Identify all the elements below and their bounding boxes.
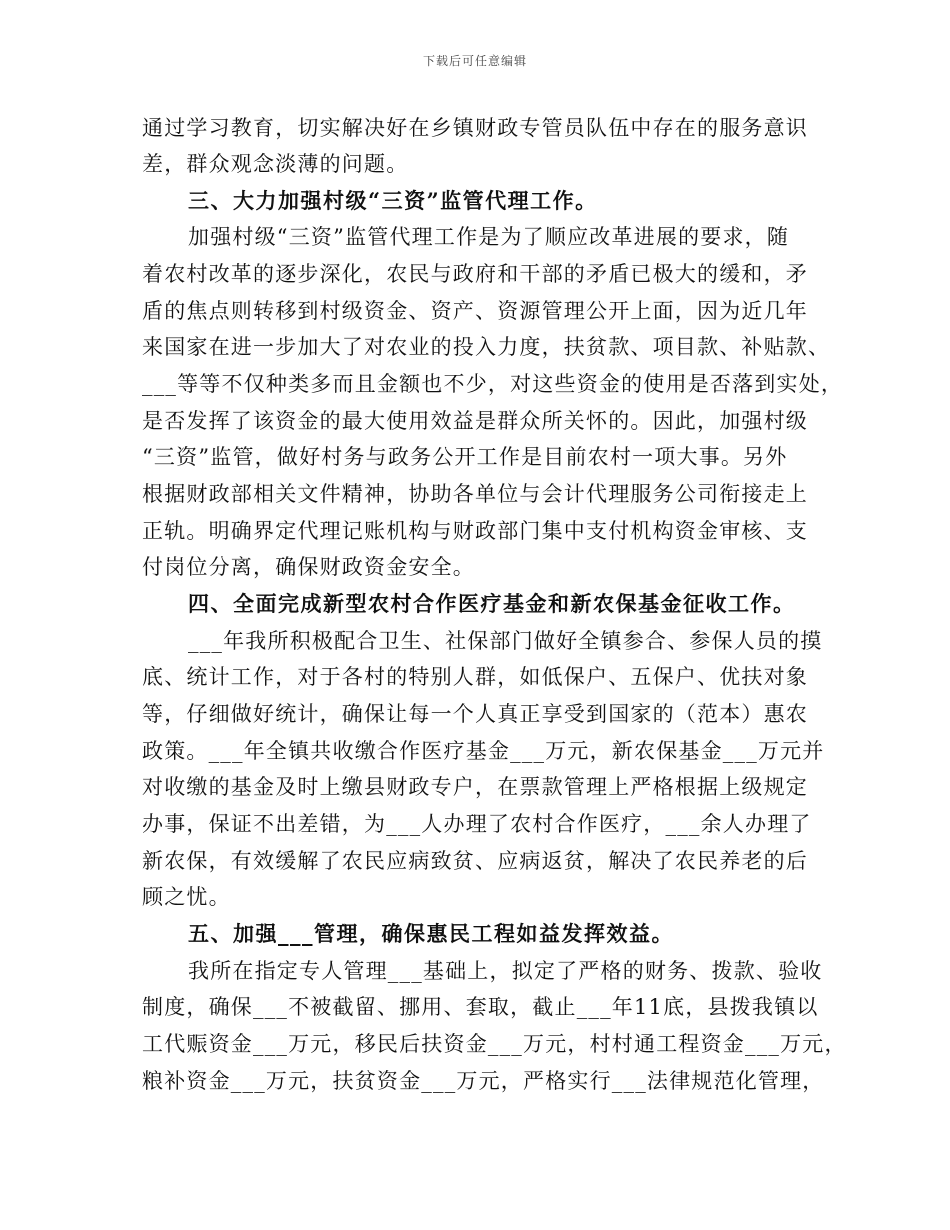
paragraph-line: ___等等不仅种类多而且金额也不少，对这些资金的使用是否落到实处， bbox=[142, 372, 844, 396]
header-note: 下载后可任意编辑 bbox=[422, 54, 527, 68]
paragraph-line: 办事，保证不出差错，为___人办理了农村合作医疗，___余人办理了 bbox=[142, 812, 812, 836]
paragraph-line: 工代赈资金___万元，移民后扶资金___万元，村村通工程资金___万元， bbox=[142, 1032, 847, 1056]
paragraph-line: ___年我所积极配合卫生、社保部门做好全镇参合、参保人员的摸 bbox=[188, 629, 823, 653]
paragraph-line: 盾的焦点则转移到村级资金、资产、资源管理公开上面，因为近几年 bbox=[142, 299, 808, 323]
paragraph-line: 付岗位分离，确保财政资金安全。 bbox=[142, 555, 475, 579]
paragraph-line: 新农保，有效缓解了农民应病致贫、应病返贫，解决了农民养老的后 bbox=[142, 849, 808, 873]
section-heading-4: 四、全面完成新型农村合作医疗基金和新农保基金征收工作。 bbox=[188, 591, 796, 616]
paragraph-line: 等，仔细做好统计，确保让每一个人真正享受到国家的（范本）惠农 bbox=[142, 702, 808, 726]
paragraph-line: 是否发挥了该资金的最大使用效益是群众所关怀的。因此，加强村级 bbox=[142, 409, 808, 433]
paragraph-line: 粮补资金___万元，扶贫资金___万元，严格实行___法律规范化管理， bbox=[142, 1069, 825, 1093]
paragraph-line: 着农村改革的逐步深化，农民与政府和干部的矛盾已极大的缓和，矛 bbox=[142, 262, 808, 286]
paragraph-line: “三资”监管，做好村务与政务公开工作是目前农村一项大事。另外 bbox=[142, 445, 788, 469]
paragraph-line: 根据财政部相关文件精神，协助各单位与会计代理服务公司衔接走上 bbox=[142, 482, 808, 506]
paragraph-line: 我所在指定专人管理___基础上，拟定了严格的财务、拨款、验收 bbox=[188, 959, 823, 983]
section-heading-3: 三、大力加强村级“三资”监管代理工作。 bbox=[188, 188, 598, 213]
section-heading-5: 五、加强___管理，确保惠民工程如益发挥效益。 bbox=[188, 921, 674, 946]
paragraph-line: 通过学习教育，切实解决好在乡镇财政专管员队伍中存在的服务意识 bbox=[142, 116, 808, 140]
paragraph-line: 制度，确保___不被截留、挪用、套取，截止___年11底，县拨我镇以 bbox=[142, 995, 819, 1019]
paragraph-line: 来国家在进一步加大了对农业的投入力度，扶贫款、项目款、补贴款、 bbox=[142, 335, 831, 359]
paragraph-line: 底、统计工作，对于各村的特别人群，如低保户、五保户、优扶对象 bbox=[142, 665, 808, 689]
paragraph-line: 对收缴的基金及时上缴县财政专户，在票款管理上严格根据上级规定 bbox=[142, 775, 808, 799]
paragraph-line: 政策。___年全镇共收缴合作医疗基金___万元，新农保基金___万元并 bbox=[142, 739, 825, 763]
paragraph-line: 差，群众观念淡薄的问题。 bbox=[142, 152, 409, 176]
paragraph-line: 正轨。明确界定代理记账机构与财政部门集中支付机构资金审核、支 bbox=[142, 519, 808, 543]
paragraph-line: 加强村级“三资”监管代理工作是为了顺应改革进展的要求，随 bbox=[188, 225, 790, 249]
paragraph-line: 顾之忧。 bbox=[142, 885, 231, 909]
